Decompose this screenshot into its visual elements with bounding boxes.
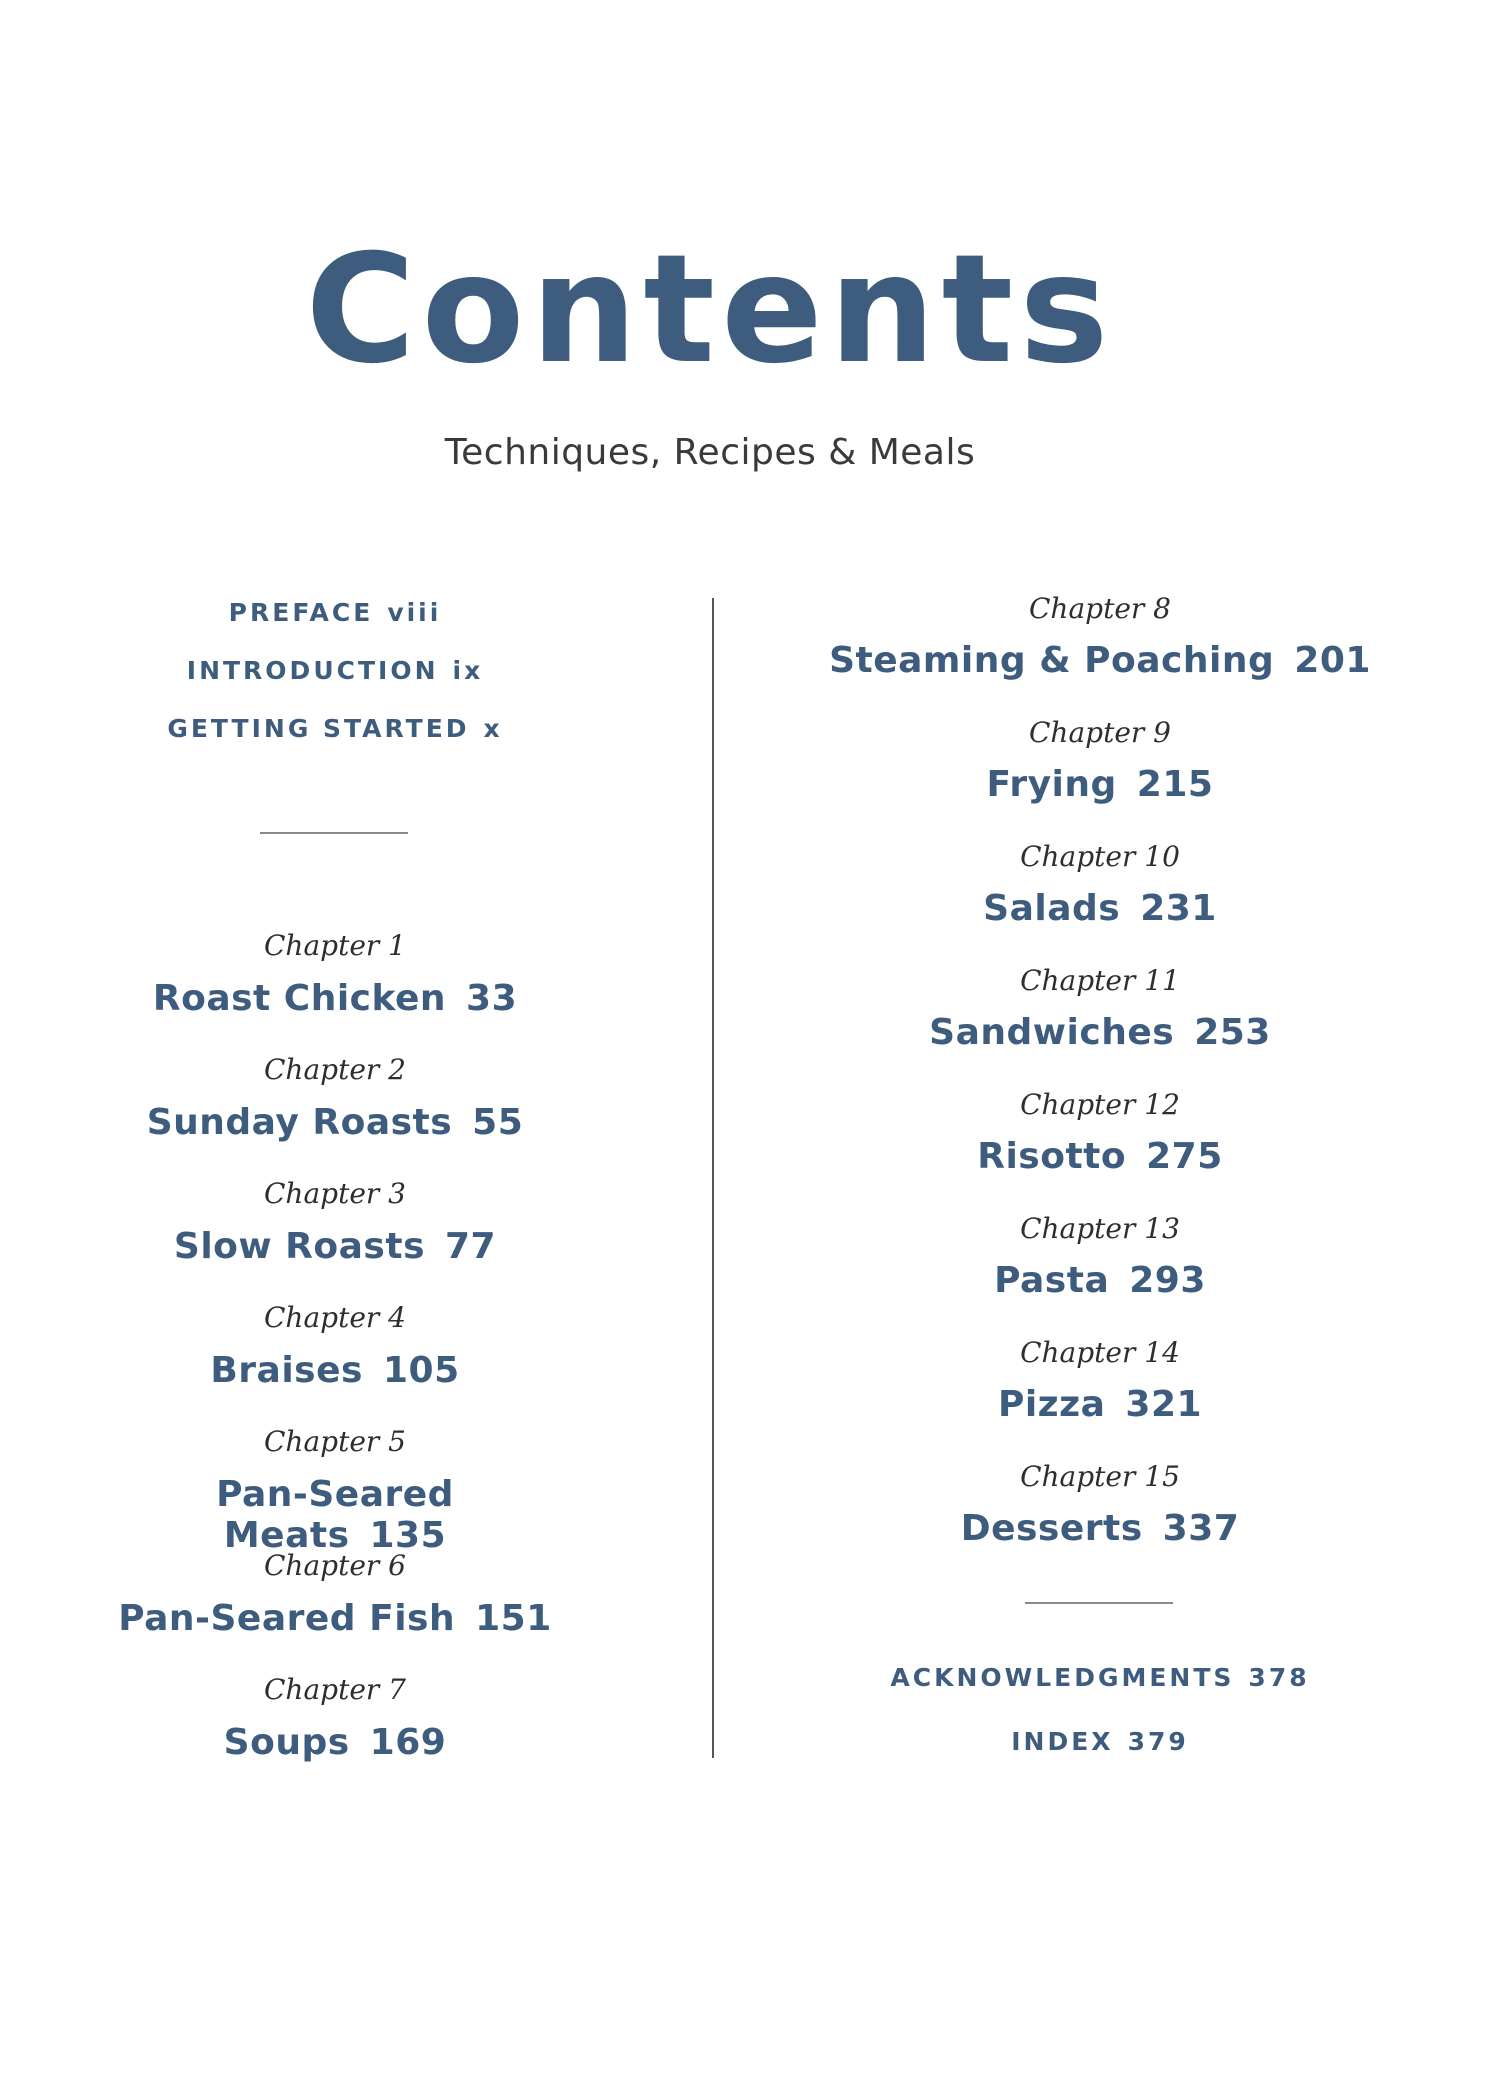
chapter-label: Chapter 9 [1029,716,1171,749]
chapter-label: Chapter 3 [264,1177,406,1210]
chapter-title: Steaming & Poaching [829,640,1275,681]
toc-entry-chapter-9[interactable] [820,764,1380,805]
chapter-label: Chapter 5 [264,1425,406,1458]
page-title: Contents [305,223,1115,397]
toc-entry-chapter-2[interactable] [110,1102,560,1143]
chapter-title: Braises [210,1350,363,1391]
chapter-page: 293 [1129,1260,1206,1301]
chapter-title: Pizza [997,1384,1106,1425]
chapter-title: Salads [983,888,1121,929]
section-rule [260,832,408,834]
toc-entry-page: ix [452,656,484,685]
toc-entry-preface[interactable] [110,598,560,627]
toc-entry-chapter-8[interactable] [820,640,1380,681]
toc-entry-label: GETTING STARTED [167,714,470,743]
toc-entry-chapter-14[interactable] [820,1384,1380,1425]
chapter-page: 151 [475,1598,552,1639]
chapter-page: 55 [472,1102,524,1143]
toc-entry-acknowledgments[interactable] [820,1663,1380,1692]
toc-entry-chapter-3[interactable] [110,1226,560,1267]
chapter-page: 321 [1125,1384,1203,1425]
chapter-title: Frying [986,764,1117,805]
chapter-page: 201 [1294,640,1371,681]
chapter-label: Chapter 11 [1020,964,1180,997]
toc-entry-index[interactable] [820,1727,1380,1756]
chapter-title: Pan-Seared Meats [216,1474,454,1556]
section-rule [1025,1602,1173,1604]
chapter-label: Chapter 15 [1020,1460,1180,1493]
toc-entry-chapter-10[interactable] [820,888,1380,929]
toc-entry-label: PREFACE [228,598,374,627]
chapter-page: 77 [445,1226,497,1267]
toc-entry-page: 378 [1248,1663,1310,1692]
chapter-title: Pan-Seared Fish [118,1598,456,1639]
toc-entry-chapter-11[interactable] [820,1012,1380,1053]
left-column [110,0,560,2088]
chapter-page: 253 [1194,1012,1271,1053]
chapter-title: Soups [223,1722,350,1763]
toc-entry-introduction[interactable] [110,656,560,685]
toc-entry-chapter-7[interactable] [110,1722,560,1763]
chapter-page: 169 [369,1722,447,1763]
chapter-label: Chapter 4 [264,1301,406,1334]
chapter-label: Chapter 2 [264,1053,406,1086]
chapter-page: 105 [382,1350,460,1391]
toc-entry-chapter-12[interactable] [820,1136,1380,1177]
chapter-page: 275 [1146,1136,1223,1177]
chapter-label: Chapter 6 [264,1549,406,1582]
chapter-page: 231 [1140,888,1217,929]
chapter-title: Sandwiches [929,1012,1175,1053]
chapter-title: Sunday Roasts [146,1102,453,1143]
toc-entry-chapter-6[interactable] [110,1598,560,1639]
toc-entry-chapter-13[interactable] [820,1260,1380,1301]
chapter-title: Risotto [977,1136,1127,1177]
chapter-page: 337 [1162,1508,1240,1549]
page-subtitle: Techniques, Recipes & Meals [444,432,976,473]
toc-entry-page: viii [387,598,442,627]
chapter-label: Chapter 13 [1020,1212,1180,1245]
chapter-label: Chapter 14 [1020,1336,1180,1369]
chapter-title: Slow Roasts [173,1226,425,1267]
column-divider [712,598,714,1758]
toc-entry-chapter-1[interactable] [110,978,560,1019]
toc-entry-label: ACKNOWLEDGMENTS [890,1663,1235,1692]
toc-entry-chapter-15[interactable] [820,1508,1380,1549]
toc-entry-chapter-5[interactable] [110,1474,560,1556]
chapter-label: Chapter 12 [1020,1088,1180,1121]
chapter-title: Roast Chicken [152,978,447,1019]
toc-entry-getting-started[interactable] [110,714,560,743]
chapter-label: Chapter 7 [264,1673,406,1706]
chapter-page: 135 [369,1515,447,1556]
toc-entry-page: x [483,714,503,743]
right-column [820,0,1380,2088]
chapter-page: 33 [466,978,518,1019]
chapter-label: Chapter 8 [1029,592,1171,625]
chapter-label: Chapter 10 [1020,840,1180,873]
toc-entry-chapter-4[interactable] [110,1350,560,1391]
toc-entry-label: INDEX [1011,1727,1114,1756]
chapter-title: Desserts [960,1508,1143,1549]
chapter-title: Pasta [994,1260,1110,1301]
toc-entry-label: INTRODUCTION [186,656,439,685]
toc-entry-page: 379 [1127,1727,1189,1756]
chapter-page: 215 [1136,764,1214,805]
chapter-label: Chapter 1 [264,929,406,962]
